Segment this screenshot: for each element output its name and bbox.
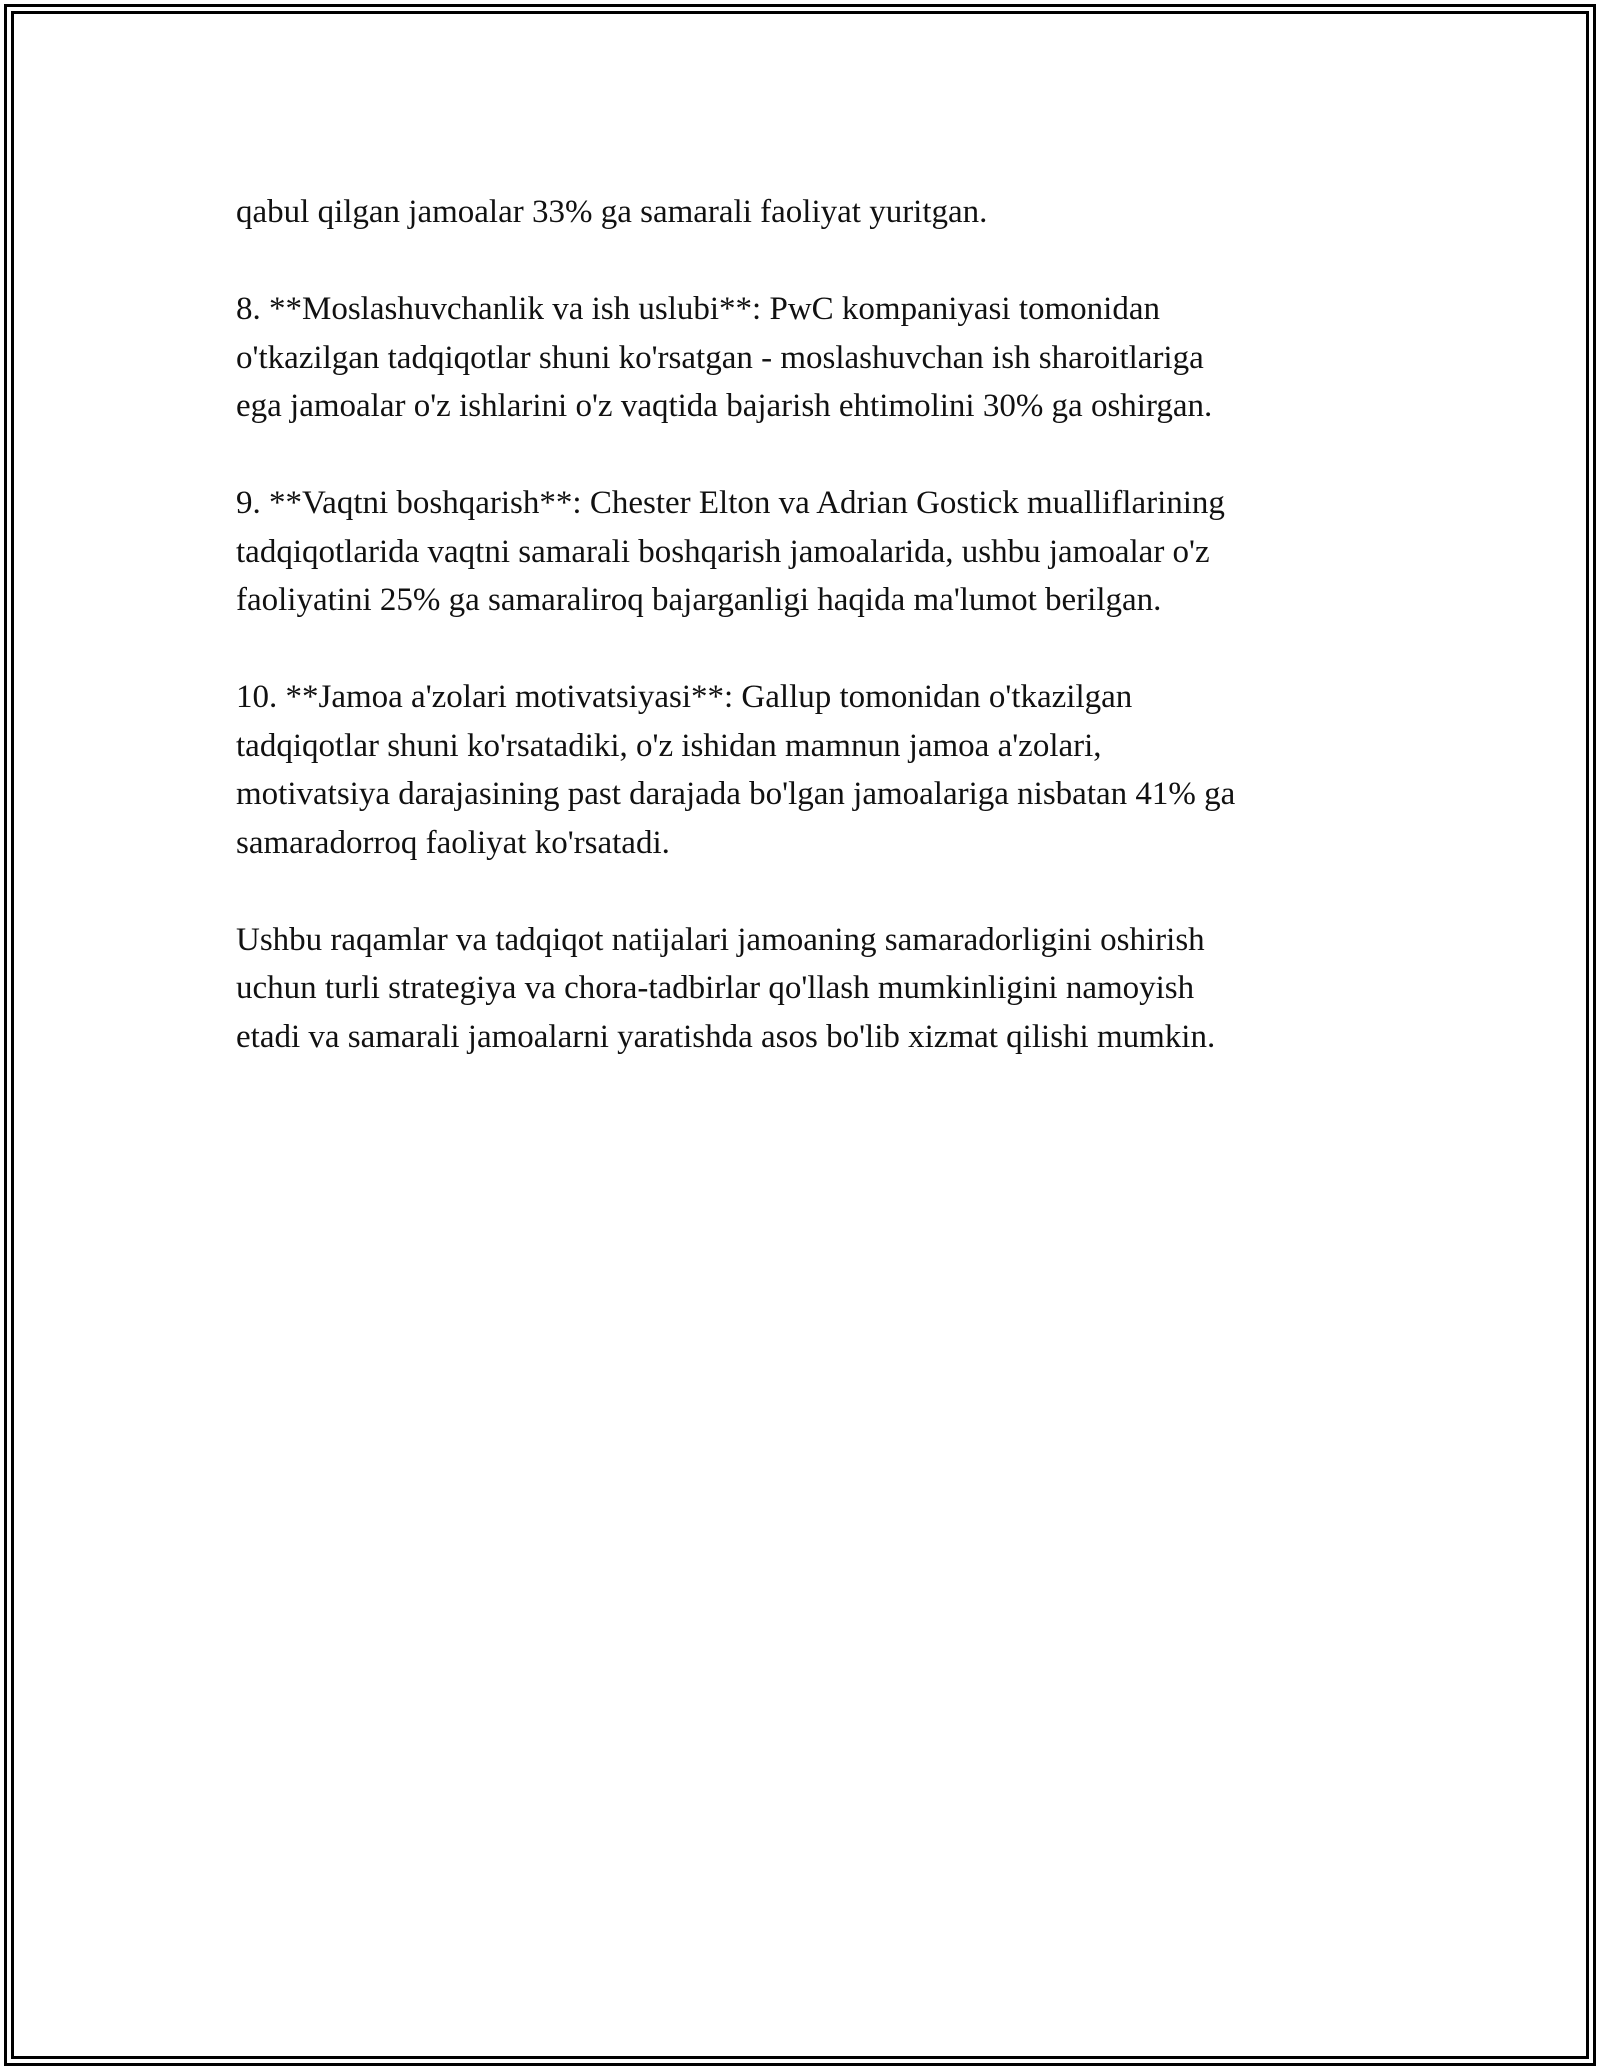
text-line: tadqiqotlar shuni ko'rsatadiki, o'z ishidan mamnun jamoa a'zolari, (236, 727, 1102, 764)
document-body (236, 188, 1366, 1110)
text-line: o'tkazilgan tadqiqotlar shuni ko'rsatgan - moslashuvchan ish sharoitlariga (236, 339, 1204, 376)
text-line: ega jamoalar o'z ishlarini o'z vaqtida bajarish ehtimolini 30% ga oshirgan. (236, 388, 1213, 424)
paragraph-item-9 (236, 479, 1366, 625)
text-line: 9. **Vaqtni boshqarish**: Chester Elton va Adrian Gostick mualliflarining (236, 485, 1225, 521)
text-line: 8. **Moslashuvchanlik va ish uslubi**: PwC kompaniyasi tomonidan (236, 291, 1160, 327)
text-line: uchun turli strategiya va chora-tadbirlar qo'llash mumkinligini namoyish (236, 970, 1195, 1006)
text-line: faoliyatini 25% ga samaraliroq bajarganligi haqida ma'lumot berilgan. (236, 582, 1162, 618)
text-line: 10. **Jamoa a'zolari motivatsiyasi**: Gallup tomonidan o'tkazilgan (236, 679, 1133, 715)
paragraph-item-8 (236, 285, 1366, 431)
paragraph-continuation (236, 188, 1366, 237)
text-line: samaradorroq faoliyat ko'rsatadi. (236, 824, 670, 861)
text-line: Ushbu raqamlar va tadqiqot natijalari jamoaning samaradorligini oshirish (236, 921, 1205, 958)
text-line: tadqiqotlarida vaqtni samarali boshqarish jamoalarida, ushbu jamoalar o'z (236, 533, 1210, 570)
paragraph-item-10 (236, 673, 1366, 867)
text-line: qabul qilgan jamoalar 33% ga samarali faoliyat yuritgan. (236, 194, 988, 230)
text-line: motivatsiya darajasining past darajada bo'lgan jamoalariga nisbatan 41% ga (236, 776, 1236, 812)
text-line: etadi va samarali jamoalarni yaratishda asos bo'lib xizmat qilishi mumkin. (236, 1018, 1216, 1055)
paragraph-conclusion (236, 916, 1366, 1062)
